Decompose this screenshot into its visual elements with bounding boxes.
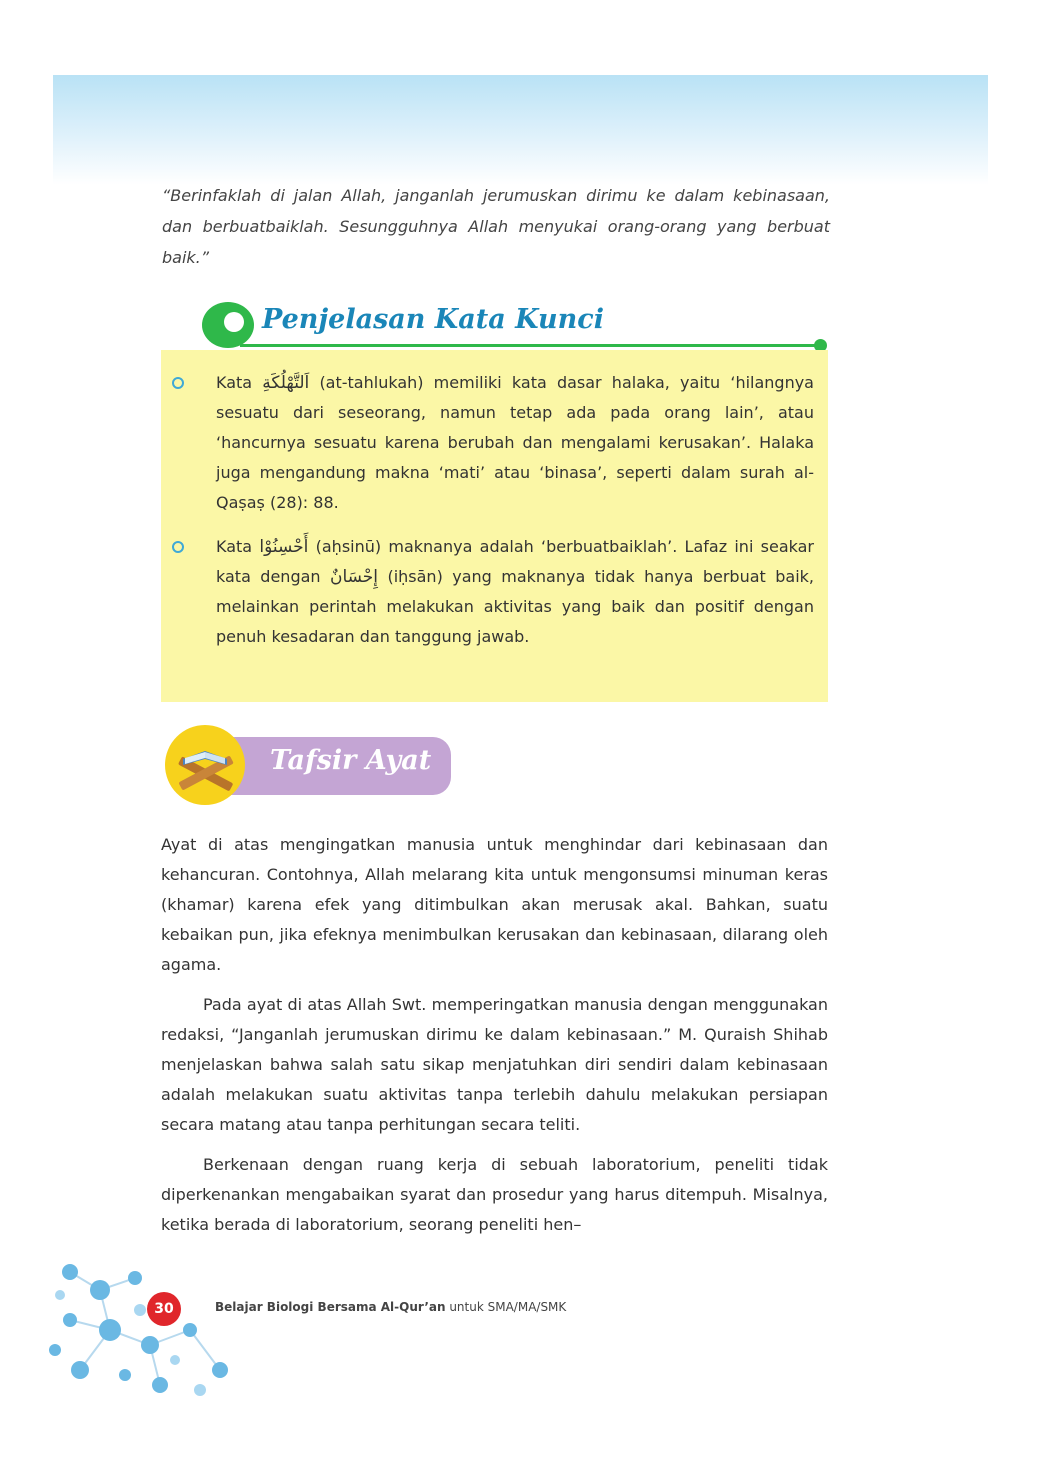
tafsir-header [165,725,455,807]
footer-running-title [215,1300,566,1314]
arabic-word: إِحْسَانٌ [329,567,379,587]
page-number: 30 [147,1292,181,1326]
kata-kunci-box [161,350,828,702]
header-rule [240,344,820,347]
bullet-icon [172,377,184,389]
molecule-decoration [40,1250,240,1410]
list-item [161,368,828,518]
paragraph: Ayat di atas mengingatkan manusia untuk menghindar dari kebinasaan dan kehancuran. Contohnya, Allah melarang kita untuk mengonsumsi minuman keras (khamar) karena efek yang ditimbulkan akan merusak akal. Bahkan, suatu kebaikan pun, jika efeknya menimbulkan kerusakan dan kebinasaan, dilarang oleh agama. [161,835,828,974]
kata-kunci-title: Penjelasan Kata Kunci [262,304,604,335]
kata-kunci-list [161,368,828,666]
quran-stand-icon [165,725,245,805]
keyword-explanation: Kata أَحْسِنُوْا (aḥsinū) maknanya adalah ‘berbuatbaiklah’. Lafaz ini seakar kata dengan إِحْسَانٌ (iḥsān) yang maknanya tidak hanya berbuat baik, melainkan perintah melakukan aktivitas yang baik dan positif dengan penuh kesadaran dan tanggung jawab. [216,537,814,646]
paragraph: Berkenaan dengan ruang kerja di sebuah laboratorium, peneliti tidak diperkenankan mengabaikan syarat dan prosedur yang harus ditempuh. Misalnya, ketika berada di laboratorium, seorang peneliti hen– [161,1155,828,1234]
tafsir-title: Tafsir Ayat [270,745,432,776]
list-item [161,532,828,652]
book-subtitle: untuk SMA/MA/SMK [445,1300,567,1314]
tafsir-body [161,830,828,1250]
arabic-word: اَلتَّهْلُكَةِ [262,373,310,393]
keyword-explanation: Kata اَلتَّهْلُكَةِ (at-tahlukah) memiliki kata dasar halaka, yaitu ‘hilangnya sesuatu dari seseorang, namun tetap ada pada orang lain’, atau ‘hancurnya sesuatu karena berubah dan mengalami kerusakan’. Halaka juga mengandung makna ‘mati’ atau ‘binasa’, seperti dalam surah al-Qaṣaṣ (28): 88. [216,373,814,512]
verse-translation-quote: “Berinfaklah di jalan Allah, janganlah jerumuskan dirimu ke dalam kebinasaan, dan berbuatbaiklah. Sesungguhnya Allah menyukai orang-orang yang berbuat baik.” [162,186,830,267]
paragraph: Pada ayat di atas Allah Swt. memperingatkan manusia dengan menggunakan redaksi, “Janganlah jerumuskan dirimu ke dalam kebinasaan.” M. Quraish Shihab menjelaskan bahwa salah satu sikap menjatuhkan diri sendiri dalam kebinasaan adalah melakukan suatu aktivitas tanpa terlebih dahulu melakukan persiapan secara matang atau tanpa perhitungan secara teliti. [161,995,828,1134]
bullet-icon [172,541,184,553]
header-band [53,75,988,185]
book-title: Belajar Biologi Bersama Al-Qur’an [215,1300,446,1314]
kata-kunci-header [200,298,830,358]
arabic-word: أَحْسِنُوْا [259,537,309,557]
speech-bubble-icon [202,302,254,348]
